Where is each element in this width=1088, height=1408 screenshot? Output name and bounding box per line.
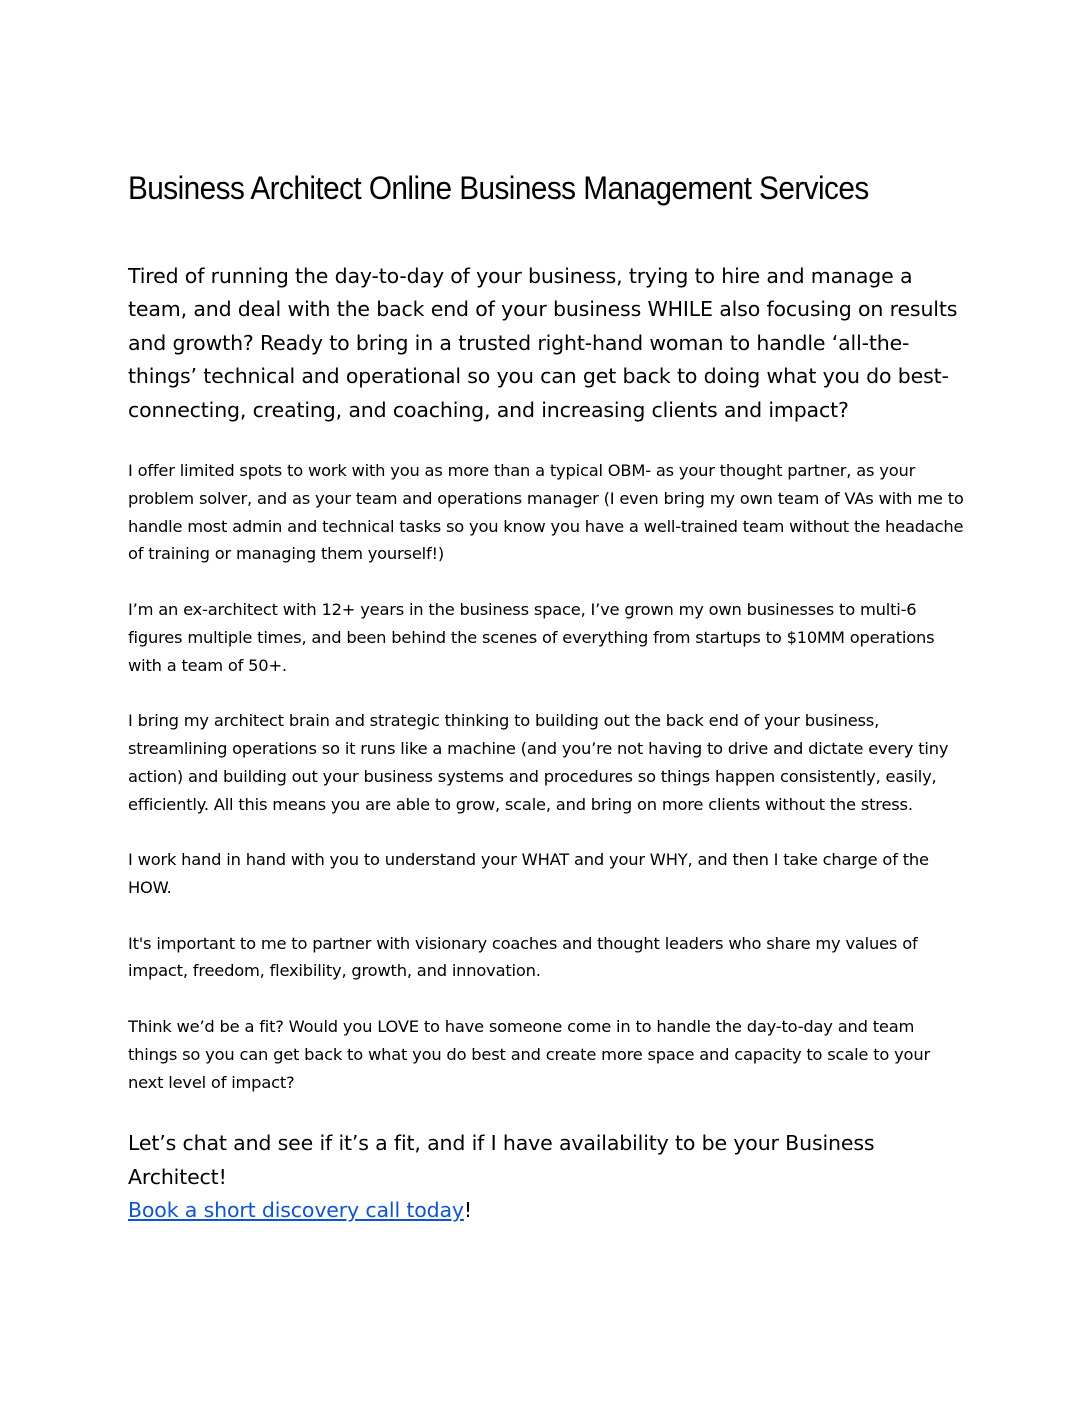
- page-title: Business Architect Online Business Management Services: [128, 170, 869, 206]
- body-paragraph-values: It's important to me to partner with visionary coaches and thought leaders who share my values of impact, freedom, flexibility, growth, and innovation.: [128, 933, 918, 981]
- closing-paragraph: [128, 1127, 964, 1227]
- document-page: [128, 168, 964, 1228]
- closing-text: Let’s chat and see if it’s a fit, and if I have availability to be your Business Architect!: [128, 1131, 875, 1189]
- body-paragraph-fit-question: Think we’d be a fit? Would you LOVE to have someone come in to handle the day-to-day and team things so you can get back to what you do best and create more space and capacity to scale to your next level of impact?: [128, 1016, 930, 1092]
- body-paragraph-approach: I bring my architect brain and strategic thinking to building out the back end of your business, streamlining operations so it runs like a machine (and you’re not having to drive and dictate every tiny action) and building out your business systems and procedures so things happen consistently, easily, efficiently. All this means you are able to grow, scale, and bring on more clients without the stress.: [128, 711, 949, 814]
- closing-exclamation: !: [463, 1198, 472, 1223]
- body-paragraph-what-why-how: I work hand in hand with you to understand your WHAT and your WHY, and then I take charge of the HOW.: [128, 850, 929, 897]
- intro-paragraph: Tired of running the day-to-day of your business, trying to hire and manage a team, and deal with the back end of your business WHILE also focusing on results and growth? Ready to bring in a trusted right-hand woman to handle ‘all-the-things’ technical and operational so you can get back to doing what you do best- connecting, creating, and coaching, and increasing clients and impact?: [128, 264, 958, 422]
- body-paragraph-offer: I offer limited spots to work with you as more than a typical OBM- as your thought partner, as your problem solver, and as your team and operations manager (I even bring my own team of VAs with me to handle most admin and technical tasks so you know you have a well-trained team without the headache of training or managing them yourself!): [128, 461, 964, 564]
- body-paragraph-experience: I’m an ex-architect with 12+ years in the business space, I’ve grown my own businesses to multi-6 figures multiple times, and been behind the scenes of everything from startups to $10MM operations with a team of 50+.: [128, 600, 935, 675]
- discovery-call-link[interactable]: Book a short discovery call today: [128, 1198, 464, 1223]
